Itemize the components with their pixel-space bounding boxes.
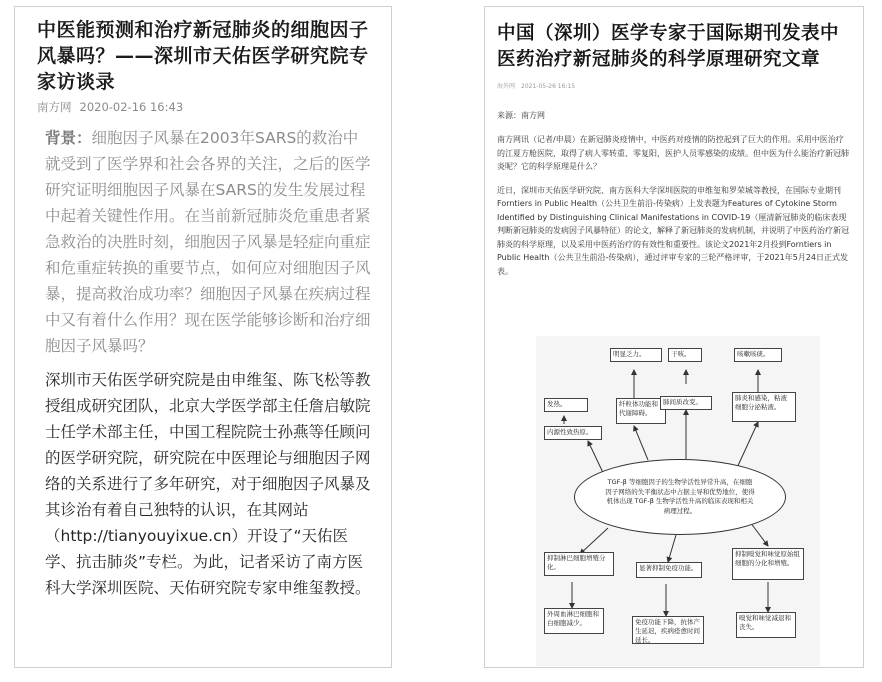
- right-article-meta: [497, 81, 851, 90]
- left-article: [14, 6, 392, 668]
- box-smell-low: 嗅觉和味觉减退和丧失。: [736, 612, 796, 638]
- box-immune: 显著抑制免疫功能。: [636, 562, 702, 578]
- mechanism-diagram: [536, 336, 820, 666]
- box-fatigue: 明显乏力。: [610, 348, 662, 362]
- right-article-paragraph-2: 近日，深圳市天佑医学研究院、南方医科大学深圳医院的申维玺和罗荣城等教授，在国际专业期刊Forntiers in Public Health（公共卫生前沿-传染病）上发表题为Features of Cytokine Storm Identified by Distinguishing Clinical Manifestations in COVID-19（厘清新冠肺炎的临床表现判断新冠肺炎的发病因子风暴特征）的论文，解释了新冠肺炎的发病机制，并说明了中医药治疗新冠肺炎的科学原理，以及采用中医药治疗的有效性和重要性。该论文2021年2月投到Forntiers in Public Health（公共卫生前沿-传染病），通过评审专家的三轮严格评审，于2021年5月24日正式发表。: [497, 185, 849, 276]
- box-smell: 抑制嗅觉和味觉原始组细胞的分化和增殖。: [732, 548, 804, 580]
- box-internal-heat: 内源性致热原。: [544, 426, 602, 440]
- left-article-body: 深圳市天佑医学研究院是由申维玺、陈飞松等教授组成研究团队，北京大学医学部主任詹启敏院士任学术部主任，中国工程院院士孙燕等任顾问的医学研究院，研究院在中医理论与细胞因子网络的关系进行了多年研究，对于细胞因子风暴及其诊治有着自己独特的认识，在其网站（http://tianyouyixue.cn）开设了“天佑医学、抗击肺炎”专栏。为此，记者采访了南方医科大学深圳医院、天佑研究院专家申维玺教授。: [45, 371, 371, 597]
- box-lymph: 抑制淋巴细胞增殖分化。: [544, 552, 614, 576]
- right-article-date: 2021-05-26 16:15: [521, 83, 576, 90]
- right-article-source: 海外网: [497, 83, 516, 90]
- box-lymph-low: 外周血淋巴细胞和白细胞减少。: [544, 608, 604, 634]
- box-fiber: 纤粒体功能和代谢障碍。: [616, 398, 666, 424]
- arrow-to-fiber: [634, 426, 648, 460]
- left-article-meta: [37, 99, 373, 115]
- arrow-to-smell: [750, 522, 768, 546]
- left-article-title: 中医能预测和治疗新冠肺炎的细胞因子风暴吗？——深圳市天佑医学研究院专家访谈录: [37, 19, 369, 93]
- box-mucus: 肺炎和感染，粘液细胞分泌粘液。: [732, 392, 796, 422]
- center-mechanism: TGF-β 等细胞因子的生物学活性异常升高，在细胞因子网络的失平衡状态中占据主导和优势地位，使得机体出现 TGF-β 生物学活性升高的临床表现和相关病理过程。: [574, 459, 786, 535]
- background-text: 细胞因子风暴在2003年SARS的救治中就受到了医学界和社会各界的关注，之后的医学研究证明细胞因子风暴在SARS的发生发展过程中起着关键性作用。在当前新冠肺炎危重患者紧急救治的决胜时刻，细胞因子风暴是轻症向重症和危重症转换的重要节点，如何应对细胞因子风暴，提高救治成功率？细胞因子风暴在疾病过程中又有着什么作用？现在医学能够诊断和治疗细胞因子风暴吗？: [45, 129, 371, 355]
- box-lung: 肺间质改变。: [660, 396, 712, 410]
- arrow-to-mucus: [736, 422, 758, 470]
- box-sputum: 咳嗽咳痰。: [734, 348, 782, 362]
- arrow-to-lymph: [580, 528, 608, 554]
- box-immune-low: 免疫功能下降，抗体产生延迟，疾病痊愈时间延长。: [632, 616, 704, 644]
- background-label: 背景：: [45, 129, 92, 147]
- left-article-source: 南方网: [37, 100, 72, 114]
- right-article-title: 中国（深圳）医学专家于国际期刊发表中医药治疗新冠肺炎的科学原理研究文章: [497, 23, 840, 70]
- box-dry-cough: 干咳。: [668, 348, 702, 362]
- box-fever: 发热。: [544, 398, 588, 412]
- right-article-origin: 来源：南方网: [497, 111, 545, 120]
- left-article-background: [37, 125, 373, 359]
- arrow-to-immune: [668, 535, 676, 562]
- right-article-paragraph-1: 南方网讯（记者/申晨）在新冠肺炎疫情中，中医药对疫情的防控起到了巨大的作用。采用中医治疗的江夏方舱医院，取得了病人零转重、零复阳，医护人员零感染的成绩。但中医为什么能治疗新冠肺炎呢？它的科学原理是什么？: [497, 135, 849, 171]
- left-article-date: 2020-02-16 16:43: [79, 100, 184, 114]
